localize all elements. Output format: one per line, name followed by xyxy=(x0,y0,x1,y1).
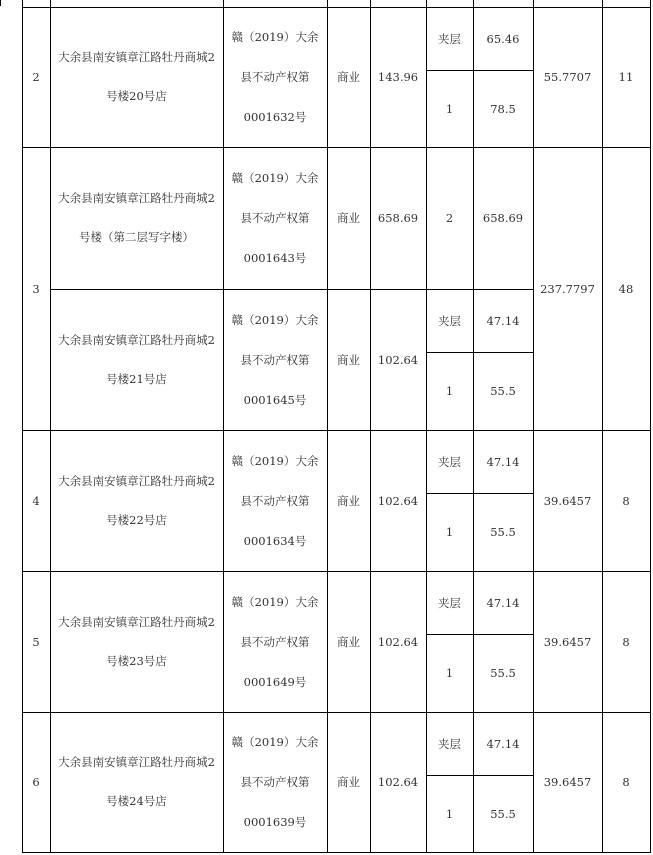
certificate-cell: 赣（2019）大余县不动产权第0001639号 xyxy=(231,735,319,829)
table-rule xyxy=(426,0,427,853)
floor-cell: 1 xyxy=(445,666,454,680)
row-number: 5 xyxy=(32,634,40,649)
floor-cell: 夹层 xyxy=(438,454,461,469)
table-rule xyxy=(22,571,651,572)
table-rule xyxy=(602,0,603,853)
usage-cell: 商业 xyxy=(337,70,360,84)
row-number: 6 xyxy=(32,775,40,789)
table-rule xyxy=(426,352,533,353)
value-cell: 237.7797 xyxy=(540,281,595,296)
floor-area-cell: 78.5 xyxy=(490,101,516,116)
table-rule xyxy=(426,70,533,71)
address-cell: 大余县南安镇章江路牡丹商城2号楼（第二层写字楼） xyxy=(58,191,215,244)
table-rule xyxy=(22,7,651,8)
floor-area-cell: 47.14 xyxy=(486,736,520,751)
floor-cell: 夹层 xyxy=(438,736,461,751)
floor-area-cell: 47.14 xyxy=(486,313,520,328)
table-rule xyxy=(223,0,224,853)
table-rule xyxy=(22,0,23,853)
floor-area-cell: 55.5 xyxy=(490,384,516,398)
floor-cell: 夹层 xyxy=(438,595,461,610)
certificate-cell: 赣（2019）大余县不动产权第0001634号 xyxy=(231,453,319,548)
value-cell: 39.6457 xyxy=(543,775,592,789)
certificate-cell: 赣（2019）大余县不动产权第0001645号 xyxy=(231,312,319,407)
floor-area-cell: 55.5 xyxy=(490,525,516,539)
floor-area-cell: 55.5 xyxy=(490,806,516,821)
table-rule xyxy=(22,147,651,148)
usage-cell: 商业 xyxy=(337,211,360,225)
table-rule xyxy=(50,0,51,853)
count-cell: 11 xyxy=(618,70,634,84)
count-cell: 48 xyxy=(618,281,634,296)
table-rule xyxy=(533,0,534,853)
floor-cell: 1 xyxy=(445,806,454,821)
area-cell: 143.96 xyxy=(377,70,419,84)
certificate-cell: 赣（2019）大余县不动产权第0001632号 xyxy=(231,30,319,124)
floor-cell: 1 xyxy=(445,384,454,398)
floor-cell: 1 xyxy=(445,525,454,539)
row-number: 3 xyxy=(32,281,40,296)
table-rule xyxy=(22,430,651,431)
table-rule xyxy=(22,712,651,713)
area-cell: 102.64 xyxy=(377,775,419,789)
floor-cell: 夹层 xyxy=(438,31,461,46)
certificate-cell: 赣（2019）大余县不动产权第0001643号 xyxy=(231,171,319,265)
table-rule xyxy=(50,289,533,290)
usage-cell: 商业 xyxy=(337,634,360,649)
table-rule xyxy=(650,0,651,853)
certificate-cell: 赣（2019）大余县不动产权第0001649号 xyxy=(231,594,319,689)
count-cell: 8 xyxy=(622,634,630,649)
address-cell: 大余县南安镇章江路牡丹商城2号楼21号店 xyxy=(58,332,215,386)
table-rule xyxy=(426,775,533,776)
usage-cell: 商业 xyxy=(337,775,360,789)
value-cell: 39.6457 xyxy=(543,634,592,649)
area-cell: 658.69 xyxy=(377,211,419,225)
floor-area-cell: 47.14 xyxy=(486,454,520,469)
area-cell: 102.64 xyxy=(377,634,419,649)
table-rule xyxy=(426,634,533,635)
count-cell: 8 xyxy=(622,775,630,789)
usage-cell: 商业 xyxy=(337,493,360,508)
usage-cell: 商业 xyxy=(337,352,360,367)
row-number: 4 xyxy=(32,493,40,508)
row-number: 2 xyxy=(32,70,40,84)
table-rule xyxy=(22,852,651,853)
address-cell: 大余县南安镇章江路牡丹商城2号楼24号店 xyxy=(58,755,215,808)
floor-cell: 2 xyxy=(445,211,454,225)
address-cell: 大余县南安镇章江路牡丹商城2号楼20号店 xyxy=(58,50,215,103)
floor-area-cell: 65.46 xyxy=(486,31,520,46)
table-rule xyxy=(0,0,1,6)
floor-area-cell: 658.69 xyxy=(482,211,524,225)
address-cell: 大余县南安镇章江路牡丹商城2号楼23号店 xyxy=(58,614,215,668)
table-rule xyxy=(327,0,328,853)
table-rule xyxy=(473,0,474,853)
address-cell: 大余县南安镇章江路牡丹商城2号楼22号店 xyxy=(58,473,215,527)
count-cell: 8 xyxy=(622,493,630,508)
table-rule xyxy=(370,0,371,853)
area-cell: 102.64 xyxy=(377,493,419,508)
value-cell: 55.7707 xyxy=(543,70,592,84)
floor-area-cell: 55.5 xyxy=(490,666,516,680)
floor-area-cell: 47.14 xyxy=(486,595,520,610)
value-cell: 39.6457 xyxy=(543,493,592,508)
table-rule xyxy=(426,493,533,494)
floor-cell: 1 xyxy=(445,101,454,116)
area-cell: 102.64 xyxy=(377,352,419,367)
floor-cell: 夹层 xyxy=(438,313,461,328)
